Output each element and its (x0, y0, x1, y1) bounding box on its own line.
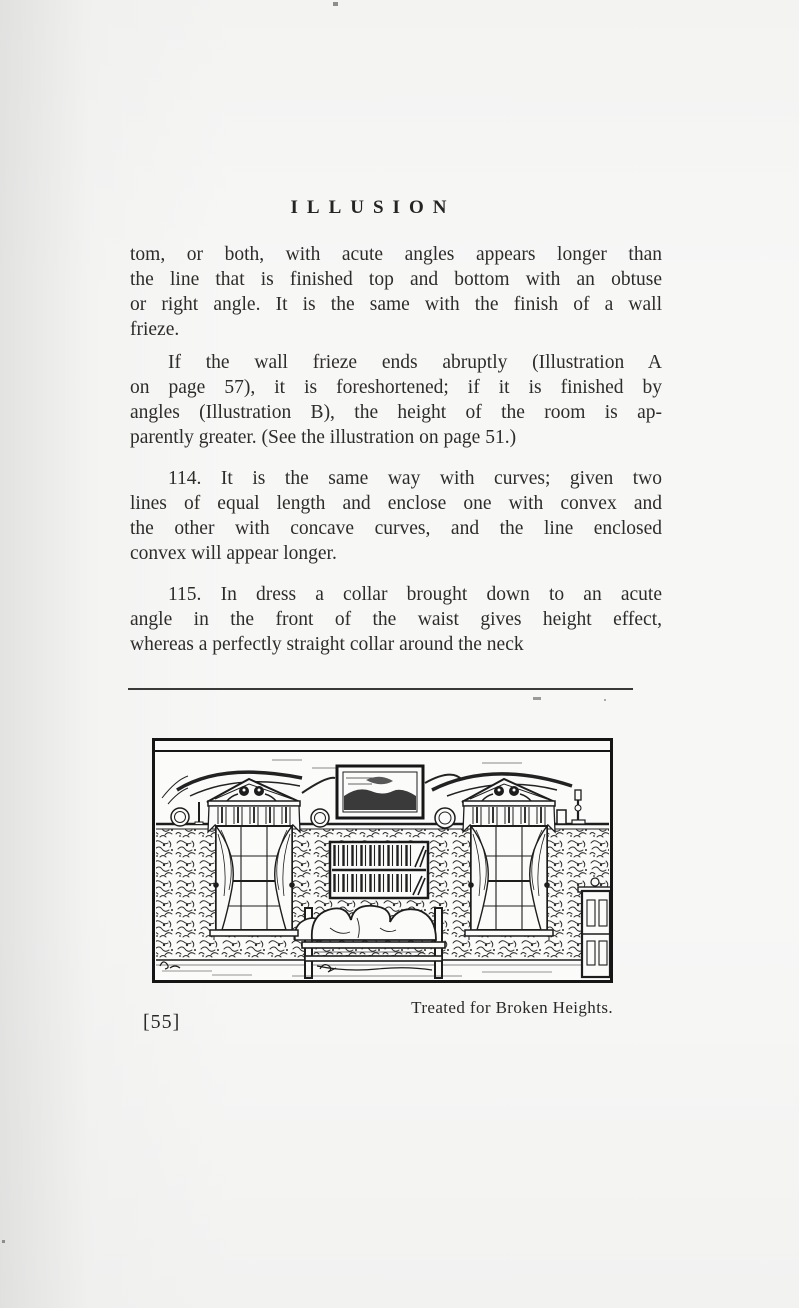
text-line: 115. In dress a collar brought down to an acute (168, 584, 662, 605)
right-window (462, 779, 555, 940)
text-line: the other with concave curves, and the line enclosed (130, 518, 662, 539)
text-line: frieze. (130, 319, 180, 340)
figure-caption: Treated for Broken Heights. (411, 998, 613, 1017)
text-line: whereas a perfectly straight collar around the neck (130, 634, 524, 655)
text-line: the line that is finished top and bottom with an obtuse (130, 269, 662, 290)
running-head: ILLUSION (290, 197, 456, 218)
scan-speck (533, 697, 541, 700)
scan-speck (2, 1240, 5, 1243)
room-illustration (152, 738, 613, 983)
divider-rule (128, 688, 633, 690)
left-window (207, 779, 300, 940)
hanging-bookshelf (330, 842, 428, 898)
text-line: on page 57), it is foreshortened; if it is finished by (130, 377, 662, 398)
paragraph (130, 242, 662, 342)
text-line: angle in the front of the waist gives height effect, (130, 609, 662, 630)
text-line: 114. It is the same way with curves; given two (168, 468, 662, 489)
cabinet (578, 878, 612, 977)
text-line: If the wall frieze ends abruptly (Illustration A (168, 352, 662, 373)
page-number: [55] (143, 1011, 181, 1033)
picture-frame (337, 766, 423, 818)
text-line: lines of equal length and enclose one with convex and (130, 493, 662, 514)
paragraph (130, 582, 662, 657)
paragraph (130, 350, 662, 450)
text-line: tom, or both, with acute angles appears longer than (130, 244, 662, 265)
text-line: parently greater. (See the illustration on page 51.) (130, 427, 517, 448)
body-text (130, 242, 662, 673)
paragraph (130, 466, 662, 566)
text-line: convex will appear longer. (130, 543, 337, 564)
text-line: angles (Illustration B), the height of the room is ap- (130, 402, 662, 423)
text-line: or right angle. It is the same with the finish of a wall (130, 294, 662, 315)
scan-speck (333, 2, 338, 6)
scan-speck (604, 699, 606, 701)
